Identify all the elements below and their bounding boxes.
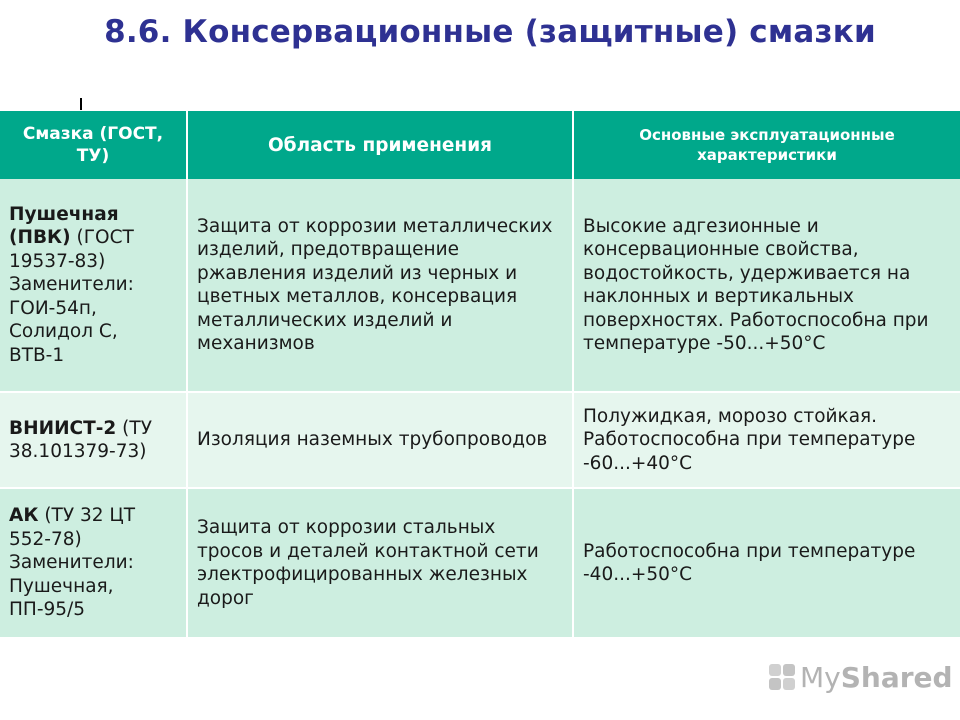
cell-application: Защита от коррозии металлических изделий, предотвращение ржавления изделий из черных и цветных металлов, консервация металлических изделий и механизмов xyxy=(187,179,573,392)
cell-lubricant xyxy=(0,179,187,392)
myshared-logo-icon xyxy=(768,663,796,691)
table-row xyxy=(0,488,960,638)
watermark-part2: Shared xyxy=(840,660,953,694)
watermark-part1: My xyxy=(800,660,841,694)
cell-application: Защита от коррозии стальных тросов и деталей контактной сети электрофицированных железных дорог xyxy=(187,488,573,638)
lubricant-details: (ТУ 38.101379-73) xyxy=(9,417,152,462)
table-header-row xyxy=(0,111,960,179)
watermark-text xyxy=(800,661,953,694)
cell-characteristics: Работоспособна при температуре -40...+50°С xyxy=(573,488,960,638)
header-lubricant: Смазка (ГОСТ, ТУ) xyxy=(0,111,187,179)
table-row xyxy=(0,179,960,392)
lubricant-details: (ТУ 32 ЦТ 552-78) Заменители: Пушечная, ПП-95/5 xyxy=(9,505,136,621)
cell-lubricant xyxy=(0,392,187,488)
table-row xyxy=(0,392,960,488)
cell-characteristics: Полужидкая, морозо стойкая. Работоспособна при температуре -60...+40°С xyxy=(573,392,960,488)
header-application: Область применения xyxy=(187,111,573,179)
lubricant-name: ВНИИСТ-2 xyxy=(9,417,117,439)
cell-characteristics: Высокие адгезионные и консервационные свойства, водостойкость, удерживается на наклонных и вертикальных поверхностях. Работоспособна при температуре -50...+50°С xyxy=(573,179,960,392)
cell-lubricant xyxy=(0,488,187,638)
watermark xyxy=(768,657,953,697)
cell-application: Изоляция наземных трубопроводов xyxy=(187,392,573,488)
lubricant-name: Пушечная (ПВК) xyxy=(9,203,119,249)
decorative-tick xyxy=(80,98,82,110)
page-title: 8.6. Консервационные (защитные) смазки xyxy=(104,14,876,50)
lubricant-details: (ГОСТ 19537-83) Заменители: ГОИ-54п, Солидол С, ВТВ-1 xyxy=(9,227,134,366)
header-characteristics: Основные эксплуатационные характеристики xyxy=(573,111,960,179)
lubricants-table xyxy=(0,111,960,639)
lubricant-name: АК xyxy=(9,505,39,527)
